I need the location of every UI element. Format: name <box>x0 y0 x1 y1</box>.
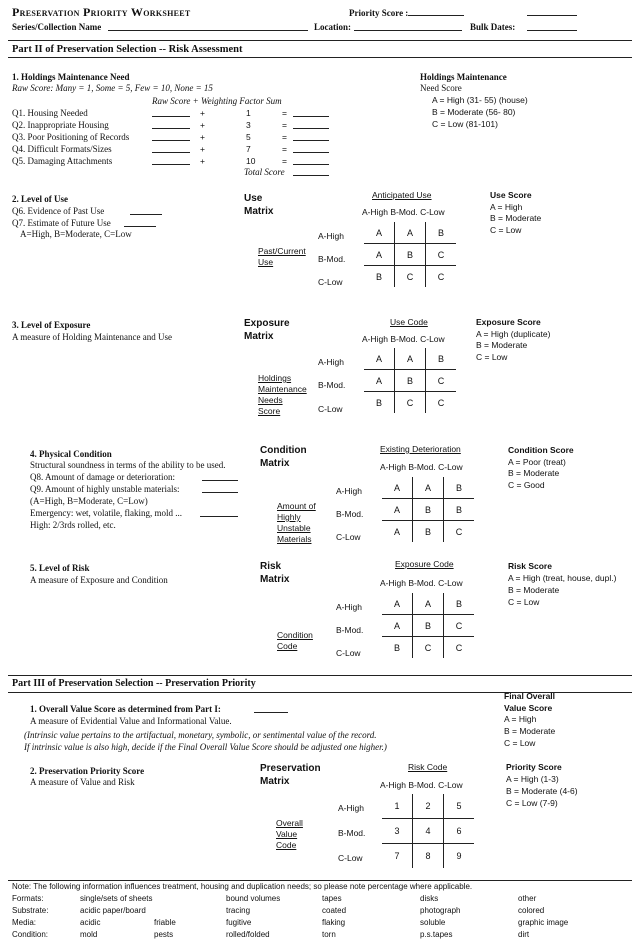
condition-col-head: Existing Deterioration <box>380 444 461 454</box>
matrix-cell: A <box>393 598 400 609</box>
use-score-a: A = High <box>490 202 523 212</box>
location-field[interactable] <box>354 21 462 31</box>
pres-col-labels: A-High B-Mod. C-Low <box>380 780 463 790</box>
note-option: photograph <box>420 906 461 915</box>
note-row-label: Condition: <box>12 930 49 939</box>
p3s1-desc: A measure of Evidential Value and Informational Value. <box>30 716 232 726</box>
condition-row-a: A-High <box>336 486 362 496</box>
note-option: torn <box>322 930 336 939</box>
exposure-row-c: C-Low <box>318 404 343 414</box>
risk-col-head: Exposure Code <box>395 559 454 569</box>
final-score-title: Final Overall Value Score <box>504 691 556 713</box>
matrix-cell: 6 <box>444 819 475 844</box>
risk-score-c: C = Low <box>508 597 540 607</box>
matrix-cell: B <box>444 499 475 521</box>
exposure-row-b: B-Mod. <box>318 380 346 390</box>
p3s1-title: 1. Overall Value Score as determined from Part I: <box>30 704 221 714</box>
use-score-b: B = Moderate <box>490 213 542 223</box>
risk-matrix-title: Risk <box>260 561 282 572</box>
exposure-score-a: A = High (duplicate) <box>476 329 551 339</box>
matrix-cell: 3 <box>382 819 413 844</box>
p3s2-title: 2. Preservation Priority Score <box>30 766 145 776</box>
exposure-matrix <box>364 348 456 413</box>
q-label: Q2. Inappropriate Housing <box>12 120 109 130</box>
q-label: Q1. Housing Needed <box>12 108 88 118</box>
matrix-row <box>382 499 474 521</box>
emergency-field[interactable] <box>200 507 238 517</box>
raw-score-field[interactable] <box>152 143 190 153</box>
matrix-cell: A <box>393 482 400 493</box>
pres-row-c: C-Low <box>338 853 363 863</box>
s1-side-sub: Need Score <box>420 83 462 93</box>
weight-factor: 1 <box>246 108 251 118</box>
condition-score-c: C = Good <box>508 480 545 490</box>
matrix-row <box>364 392 456 414</box>
use-row-b: B-Mod. <box>318 254 346 264</box>
equals-sign: = <box>282 120 287 130</box>
matrix-row <box>364 266 456 288</box>
note-option: colored <box>518 906 545 915</box>
note-option: pests <box>154 930 174 939</box>
pres-matrix-sub: Matrix <box>260 776 290 787</box>
condition-row-title: Amount of Highly Unstable Materials <box>277 501 316 544</box>
divider <box>8 675 632 676</box>
note-option: single/sets of sheets <box>80 894 153 903</box>
exposure-score-title: Exposure Score <box>476 317 541 327</box>
matrix-cell: A <box>413 593 444 615</box>
matrix-row <box>382 637 474 659</box>
s1-title: 1. Holdings Maintenance Need <box>12 72 130 82</box>
note-option: bound volumes <box>226 894 281 903</box>
priority-score-b: B = Moderate (4-6) <box>506 786 578 796</box>
risk-row-a: A-High <box>336 602 362 612</box>
matrix-cell: C <box>395 392 426 414</box>
risk-row-title: Condition Code <box>277 630 313 651</box>
s1-col-headers: Raw Score + Weighting Factor Sum <box>152 96 282 106</box>
risk-score-b: B = Moderate <box>508 585 560 595</box>
matrix-cell: B <box>444 477 475 499</box>
matrix-cell: 2 <box>413 794 444 819</box>
note-option: tracing <box>226 906 251 915</box>
location-label: Location: <box>314 22 351 32</box>
note-option: p.s.tapes <box>420 930 453 939</box>
s3-desc: A measure of Holding Maintenance and Use <box>12 332 172 342</box>
note-option: soluble <box>420 918 446 927</box>
use-matrix <box>364 222 456 287</box>
matrix-cell: C <box>426 370 457 392</box>
exposure-col-head: Use Code <box>390 317 428 327</box>
q7-field[interactable] <box>124 217 156 227</box>
note-row-label: Formats: <box>12 894 44 903</box>
priority-score-a: A = High (1-3) <box>506 774 559 784</box>
series-label: Series/Collection Name <box>12 22 102 32</box>
matrix-cell: A <box>382 499 413 521</box>
matrix-cell: B <box>413 615 444 637</box>
exposure-matrix-title: Exposure <box>244 318 290 329</box>
risk-col-labels: A-High B-Mod. C-Low <box>380 578 463 588</box>
s5-title: 5. Level of Risk <box>30 563 90 573</box>
condition-score-title: Condition Score <box>508 445 574 455</box>
sum-field[interactable] <box>293 155 329 165</box>
raw-score-field[interactable] <box>152 119 190 129</box>
matrix-cell: 8 <box>413 844 444 869</box>
s4-desc: Structural soundness in terms of the ability to be used. <box>30 460 226 470</box>
s3-title: 3. Level of Exposure <box>12 320 91 330</box>
matrix-cell: B <box>364 392 395 414</box>
matrix-cell: 4 <box>413 819 444 844</box>
matrix-row <box>382 819 474 844</box>
exposure-matrix-sub: Matrix <box>244 331 274 342</box>
matrix-cell: A <box>364 370 395 392</box>
q9-field[interactable] <box>202 483 238 493</box>
matrix-cell: C <box>444 637 475 659</box>
p3s1-ital2: If intrinsic value is also high, decide if the Final Overall Value Score should be adjusted one higher.) <box>24 742 387 752</box>
pres-row-a: A-High <box>338 803 364 813</box>
matrix-cell: A <box>375 227 382 238</box>
sum-field[interactable] <box>293 119 329 129</box>
note-option: other <box>518 894 537 903</box>
s4-q8: Q8. Amount of damage or deterioration: <box>30 472 175 482</box>
s4-q9: Q9. Amount of highly unstable materials: <box>30 484 180 494</box>
matrix-cell: B <box>426 348 457 370</box>
matrix-cell: A <box>395 348 426 370</box>
final-score-c: C = Low <box>504 738 536 748</box>
weight-factor: 3 <box>246 120 251 130</box>
q-label: Q5. Damaging Attachments <box>12 156 113 166</box>
matrix-cell: A <box>413 477 444 499</box>
condition-row-b: B-Mod. <box>336 509 364 519</box>
note-option: flaking <box>322 918 346 927</box>
series-field[interactable] <box>108 21 308 31</box>
matrix-cell: 9 <box>444 844 475 869</box>
divider <box>8 40 632 41</box>
exposure-score-c: C = Low <box>476 352 508 362</box>
equals-sign: = <box>282 132 287 142</box>
s2-scale: A=High, B=Moderate, C=Low <box>20 229 132 239</box>
matrix-cell: C <box>426 266 457 288</box>
risk-score-title: Risk Score <box>508 561 552 571</box>
s5-desc: A measure of Exposure and Condition <box>30 575 168 585</box>
s1-side-c: C = Low (81-101) <box>432 119 498 129</box>
note-option: disks <box>420 894 439 903</box>
plus-sign: + <box>200 156 205 166</box>
matrix-cell: B <box>444 593 475 615</box>
bulk-label: Bulk Dates: <box>470 22 516 32</box>
note-option: fugitive <box>226 918 252 927</box>
condition-score-a: A = Poor (treat) <box>508 457 566 467</box>
pres-row-title: Overall Value Code <box>276 818 303 850</box>
equals-sign: = <box>282 108 287 118</box>
weight-factor: 10 <box>246 156 256 166</box>
use-col-labels: A-High B-Mod. C-Low <box>362 207 445 217</box>
matrix-row <box>382 521 474 543</box>
pres-col-head: Risk Code <box>408 762 448 772</box>
priority-field[interactable] <box>408 6 464 16</box>
s4-scale: (A=High, B=Moderate, C=Low) <box>30 496 148 506</box>
note-option: acidic <box>80 918 101 927</box>
q-label: Q3. Poor Positioning of Records <box>12 132 130 142</box>
matrix-cell: C <box>426 392 457 414</box>
priority-label: Priority Score : <box>349 8 409 18</box>
equals-sign: = <box>282 144 287 154</box>
note-option: mold <box>80 930 98 939</box>
matrix-row <box>364 370 456 392</box>
part2-heading: Part II of Preservation Selection -- Risk Assessment <box>12 44 243 55</box>
matrix-row <box>364 244 456 266</box>
total-score-field[interactable] <box>293 166 329 176</box>
plus-sign: + <box>200 132 205 142</box>
matrix-cell: B <box>395 244 426 266</box>
q-label: Q4. Difficult Formats/Sizes <box>12 144 112 154</box>
divider <box>8 880 632 881</box>
note-intro: Note: The following information influences treatment, housing and duplication needs; so please note percentage where applicable. <box>12 882 473 891</box>
matrix-cell: C <box>426 244 457 266</box>
matrix-cell: B <box>395 370 426 392</box>
sum-field[interactable] <box>293 107 329 117</box>
p3s1-ital1: (Intrinsic value pertains to the artifactual, monetary, symbolic, or sentimental value of the record. <box>24 730 377 740</box>
s1-total-label: Total Score <box>244 167 285 177</box>
matrix-row <box>364 348 456 370</box>
sum-field[interactable] <box>293 143 329 153</box>
s1-side-a: A = High (31- 55) (house) <box>432 95 528 105</box>
use-row-a: A-High <box>318 231 344 241</box>
risk-row-c: C-Low <box>336 648 361 658</box>
weight-factor: 5 <box>246 132 251 142</box>
plus-sign: + <box>200 144 205 154</box>
raw-score-field[interactable] <box>152 131 190 141</box>
note-option: rolled/folded <box>226 930 270 939</box>
matrix-row <box>382 844 474 869</box>
condition-matrix-title: Condition <box>260 445 307 456</box>
risk-matrix-sub: Matrix <box>260 574 290 585</box>
s1-side-title: Holdings Maintenance <box>420 72 507 82</box>
exposure-score-b: B = Moderate <box>476 340 528 350</box>
weight-factor: 7 <box>246 144 251 154</box>
equals-sign: = <box>282 156 287 166</box>
matrix-cell: C <box>444 521 475 543</box>
s1-raw: Raw Score: Many = 1, Some = 5, Few = 10, None = 15 <box>12 83 213 93</box>
s2-q6: Q6. Evidence of Past Use <box>12 206 105 216</box>
condition-row-c: C-Low <box>336 532 361 542</box>
q8-field[interactable] <box>202 471 238 481</box>
q6-field[interactable] <box>130 205 162 215</box>
matrix-cell: B <box>382 637 413 659</box>
divider <box>8 57 632 58</box>
priority-score-title: Priority Score <box>506 762 562 772</box>
part3-heading: Part III of Preservation Selection -- Preservation Priority <box>12 678 256 689</box>
use-row-c: C-Low <box>318 277 343 287</box>
sum-field[interactable] <box>293 131 329 141</box>
matrix-cell: 5 <box>444 794 475 819</box>
matrix-cell: B <box>364 266 395 288</box>
condition-matrix <box>382 477 474 542</box>
s4-title: 4. Physical Condition <box>30 449 112 459</box>
s1-side-b: B = Moderate (56- 80) <box>432 107 516 117</box>
raw-score-field[interactable] <box>152 107 190 117</box>
note-option: acidic paper/board <box>80 906 146 915</box>
matrix-cell: 1 <box>394 801 400 811</box>
matrix-cell: A <box>382 615 413 637</box>
use-matrix-title: Use <box>244 193 263 204</box>
condition-col-labels: A-High B-Mod. C-Low <box>380 462 463 472</box>
matrix-row <box>382 593 474 615</box>
use-score-title: Use Score <box>490 190 532 200</box>
note-option: tapes <box>322 894 342 903</box>
matrix-cell: A <box>375 353 382 364</box>
matrix-cell: B <box>426 222 457 244</box>
matrix-cell: 7 <box>382 844 413 869</box>
preservation-matrix <box>382 794 474 868</box>
use-score-c: C = Low <box>490 225 522 235</box>
exposure-row-a: A-High <box>318 357 344 367</box>
page-title: Preservation Priority Worksheet <box>12 5 191 19</box>
matrix-cell: A <box>364 244 395 266</box>
exposure-col-labels: A-High B-Mod. C-Low <box>362 334 445 344</box>
use-matrix-sub: Matrix <box>244 206 274 217</box>
s4-high: High: 2/3rds rolled, etc. <box>30 520 116 530</box>
matrix-row <box>382 615 474 637</box>
note-row-label: Substrate: <box>12 906 49 915</box>
matrix-row <box>364 222 456 244</box>
exposure-row-title: Holdings Maintenance Needs Score <box>258 373 307 416</box>
note-option: dirt <box>518 930 530 939</box>
matrix-cell: B <box>413 521 444 543</box>
note-row-label: Media: <box>12 918 37 927</box>
risk-score-a: A = High (treat, house, dupl.) <box>508 573 617 583</box>
priority-extra-field[interactable] <box>527 6 577 16</box>
risk-row-b: B-Mod. <box>336 625 364 635</box>
matrix-row <box>382 794 474 819</box>
plus-sign: + <box>200 108 205 118</box>
p3s2-desc: A measure of Value and Risk <box>30 777 135 787</box>
matrix-cell: A <box>395 222 426 244</box>
condition-matrix-sub: Matrix <box>260 458 290 469</box>
matrix-cell: B <box>413 499 444 521</box>
overall-value-field[interactable] <box>254 703 288 713</box>
plus-sign: + <box>200 120 205 130</box>
use-col-head: Anticipated Use <box>372 190 432 200</box>
matrix-cell: C <box>395 266 426 288</box>
risk-matrix <box>382 593 474 658</box>
pres-row-b: B-Mod. <box>338 828 366 838</box>
priority-score-c: C = Low (7-9) <box>506 798 558 808</box>
matrix-cell: C <box>444 615 475 637</box>
s2-title: 2. Level of Use <box>12 194 68 204</box>
s2-q7: Q7. Estimate of Future Use <box>12 218 111 228</box>
use-row-title: Past/Current Use <box>258 246 306 267</box>
s4-emergency: Emergency: wet, volatile, flaking, mold ... <box>30 508 183 518</box>
bulk-field[interactable] <box>527 21 577 31</box>
final-score-a: A = High <box>504 714 537 724</box>
note-option: graphic image <box>518 918 569 927</box>
note-option: coated <box>322 906 347 915</box>
final-score-b: B = Moderate <box>504 726 556 736</box>
matrix-cell: A <box>382 521 413 543</box>
pres-matrix-title: Preservation <box>260 763 321 774</box>
matrix-cell: C <box>413 637 444 659</box>
raw-score-field[interactable] <box>152 155 190 165</box>
condition-score-b: B = Moderate <box>508 468 560 478</box>
note-option: friable <box>154 918 176 927</box>
matrix-row <box>382 477 474 499</box>
